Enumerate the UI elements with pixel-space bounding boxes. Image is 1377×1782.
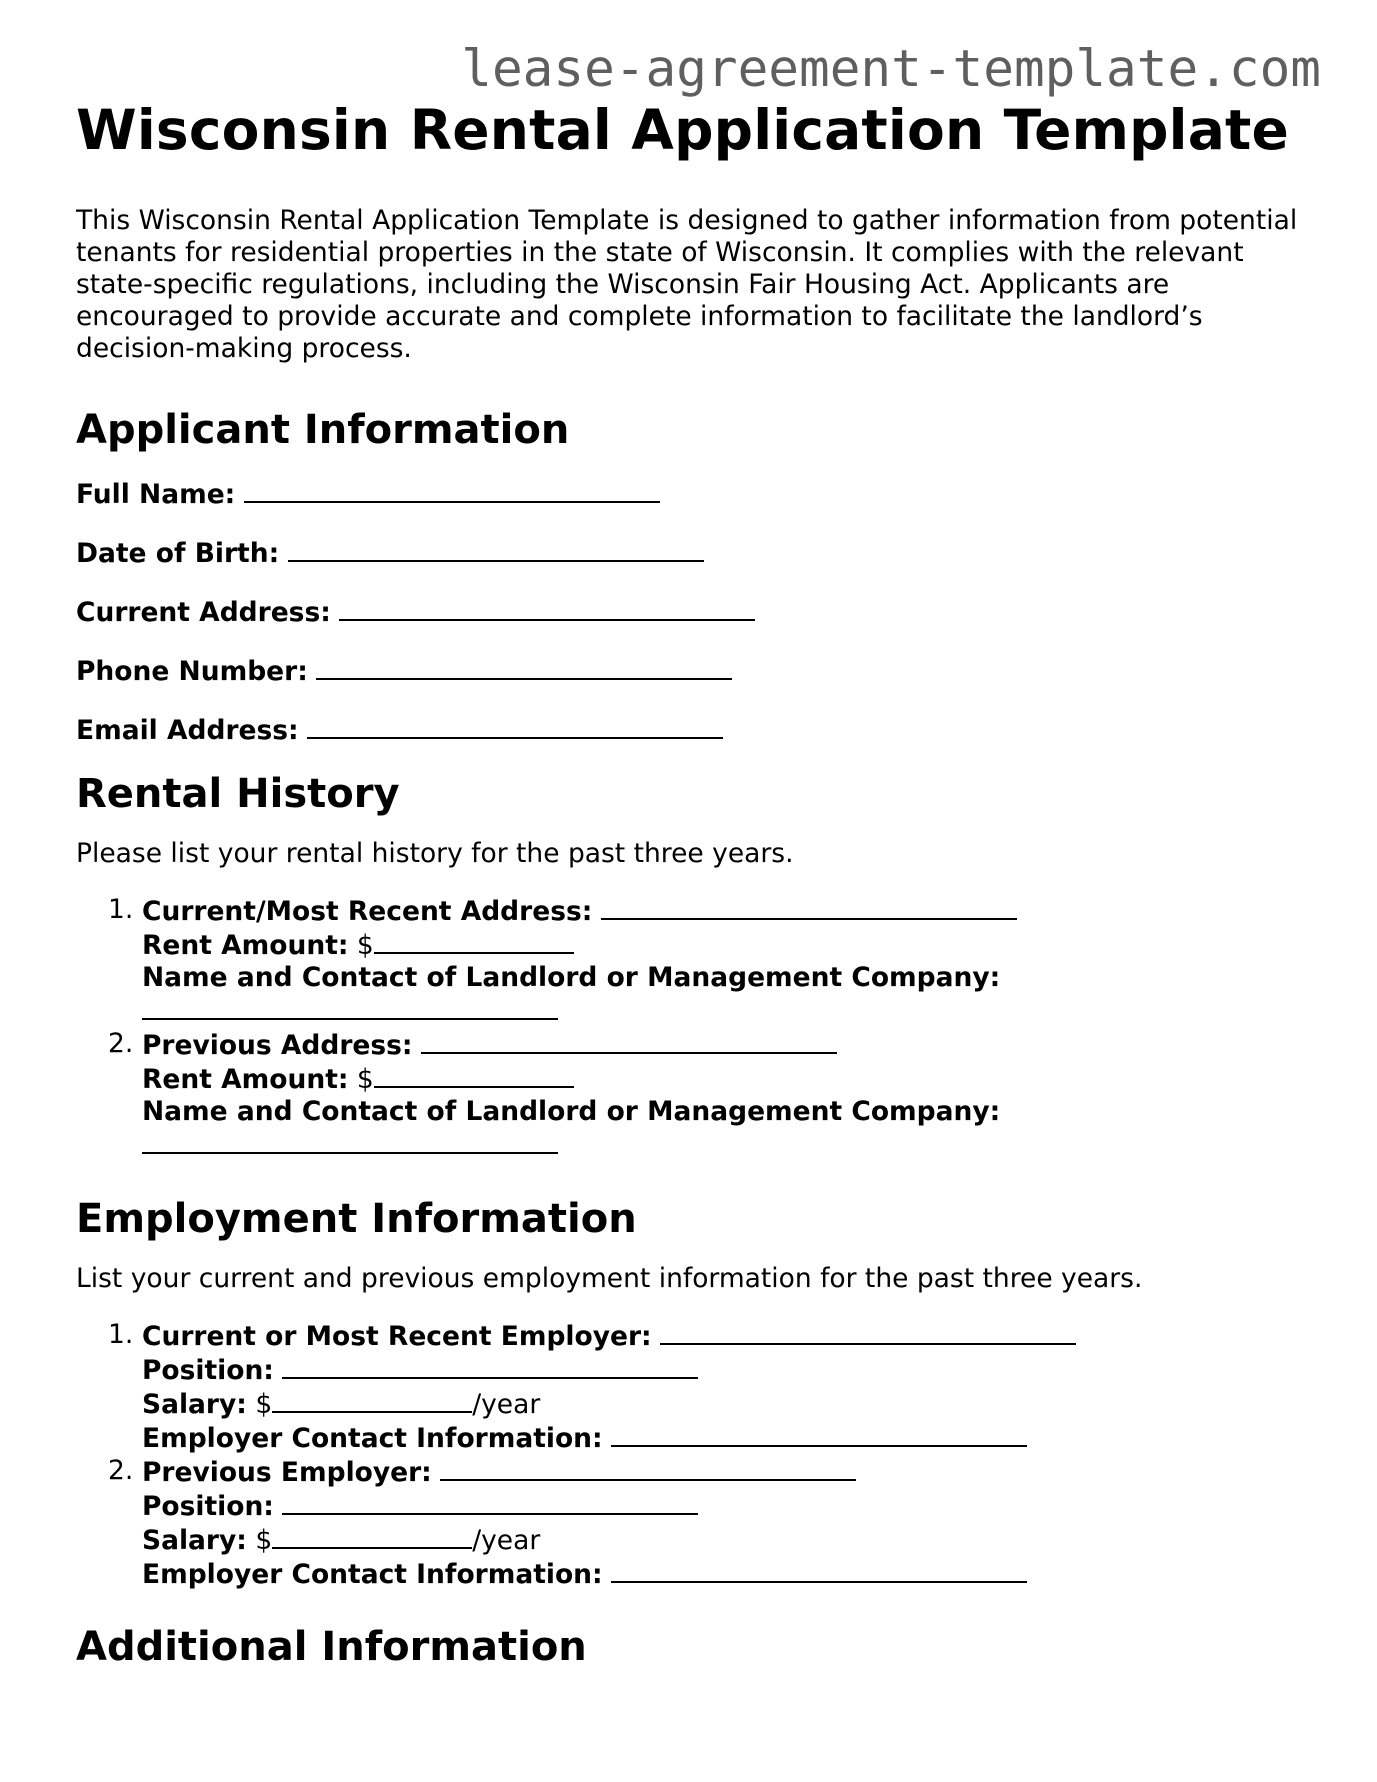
salary-label: Salary:	[142, 1388, 247, 1420]
currency-symbol: $	[356, 929, 374, 961]
position-line	[142, 1353, 1316, 1387]
salary-blank[interactable]	[272, 1523, 472, 1549]
full-name-label: Full Name:	[76, 478, 236, 510]
employer-label: Current or Most Recent Employer:	[142, 1320, 652, 1352]
rental-item	[76, 894, 1316, 1028]
intro-paragraph: This Wisconsin Rental Application Template is designed to gather information from potential tenants for residential properties in the state of Wisconsin. It complies with the relevant state-specific regulations, including the Wisconsin Fair Housing Act. Applicants are encouraged to provide accurate and complete information to facilitate the landlord’s decision-making process.	[76, 204, 1298, 364]
employer-contact-blank[interactable]	[611, 1421, 1027, 1447]
employment-instruction: List your current and previous employment information for the past three years.	[76, 1262, 1143, 1294]
salary-line	[142, 1387, 1316, 1421]
rental-instruction: Please list your rental history for the past three years.	[76, 837, 794, 869]
rent-amount-label: Rent Amount:	[142, 929, 349, 961]
rent-amount-blank[interactable]	[374, 1062, 574, 1088]
employer-label: Previous Employer:	[142, 1456, 432, 1488]
rent-amount-line	[142, 928, 1316, 962]
employer-blank[interactable]	[660, 1319, 1076, 1345]
landlord-blank-line	[142, 1128, 1316, 1162]
phone-blank[interactable]	[316, 654, 732, 680]
rental-address-line	[142, 1028, 1316, 1062]
currency-symbol: $	[255, 1388, 273, 1420]
salary-label: Salary:	[142, 1524, 247, 1556]
landlord-label: Name and Contact of Landlord or Management Company:	[142, 961, 1001, 993]
applicant-fields	[76, 477, 1316, 745]
salary-unit: /year	[472, 1388, 541, 1420]
rental-address-line	[142, 894, 1316, 928]
dob-blank[interactable]	[288, 536, 704, 562]
phone-label: Phone Number:	[76, 655, 308, 687]
applicant-section	[76, 408, 1316, 745]
landlord-blank[interactable]	[142, 1128, 558, 1154]
employer-contact-label: Employer Contact Information:	[142, 1422, 603, 1454]
currency-symbol: $	[255, 1524, 273, 1556]
position-blank[interactable]	[282, 1353, 698, 1379]
landlord-line	[142, 962, 1316, 994]
rent-amount-label: Rent Amount:	[142, 1063, 349, 1095]
email-label: Email Address:	[76, 714, 299, 746]
phone-field	[76, 654, 1316, 686]
rental-item	[76, 1028, 1316, 1162]
employer-line	[142, 1455, 1316, 1489]
employer-contact-blank[interactable]	[611, 1557, 1027, 1583]
position-line	[142, 1489, 1316, 1523]
email-field	[76, 713, 1316, 745]
landlord-line	[142, 1096, 1316, 1128]
salary-blank[interactable]	[272, 1387, 472, 1413]
rent-amount-blank[interactable]	[374, 928, 574, 954]
rental-heading: Rental History	[76, 770, 400, 817]
additional-section	[76, 1625, 1316, 1669]
position-label: Position:	[142, 1354, 274, 1386]
list-number: 2.	[108, 1027, 134, 1059]
rent-amount-line	[142, 1062, 1316, 1096]
rental-address-blank[interactable]	[601, 894, 1017, 920]
rental-address-blank[interactable]	[421, 1028, 837, 1054]
employer-blank[interactable]	[440, 1455, 856, 1481]
list-number: 2.	[108, 1454, 134, 1486]
applicant-heading: Applicant Information	[76, 406, 570, 453]
current-address-label: Current Address:	[76, 596, 331, 628]
page-title: Wisconsin Rental Application Template	[76, 98, 1290, 162]
employment-item	[76, 1319, 1316, 1455]
dob-label: Date of Birth:	[76, 537, 280, 569]
current-address-field	[76, 595, 1316, 627]
position-label: Position:	[142, 1490, 274, 1522]
employment-list	[76, 1319, 1316, 1591]
rental-address-label: Previous Address:	[142, 1029, 413, 1061]
employer-line	[142, 1319, 1316, 1353]
additional-heading: Additional Information	[76, 1623, 587, 1670]
employment-heading: Employment Information	[76, 1195, 637, 1242]
rental-address-label: Current/Most Recent Address:	[142, 895, 593, 927]
full-name-blank[interactable]	[244, 477, 660, 503]
full-name-field	[76, 477, 1316, 509]
employer-contact-line	[142, 1421, 1316, 1455]
employment-section	[76, 1197, 1316, 1591]
currency-symbol: $	[356, 1063, 374, 1095]
dob-field	[76, 536, 1316, 568]
watermark: lease-agreement-template.com	[461, 40, 1321, 99]
current-address-blank[interactable]	[339, 595, 755, 621]
landlord-blank[interactable]	[142, 994, 558, 1020]
employer-contact-label: Employer Contact Information:	[142, 1558, 603, 1590]
document-body	[76, 100, 1316, 1669]
employment-item	[76, 1455, 1316, 1591]
rental-list	[76, 894, 1316, 1162]
landlord-label: Name and Contact of Landlord or Management Company:	[142, 1095, 1001, 1127]
employer-contact-line	[142, 1557, 1316, 1591]
list-number: 1.	[108, 893, 134, 925]
email-blank[interactable]	[307, 713, 723, 739]
list-number: 1.	[108, 1318, 134, 1350]
salary-line	[142, 1523, 1316, 1557]
position-blank[interactable]	[282, 1489, 698, 1515]
salary-unit: /year	[472, 1524, 541, 1556]
landlord-blank-line	[142, 994, 1316, 1028]
rental-section	[76, 772, 1316, 1162]
